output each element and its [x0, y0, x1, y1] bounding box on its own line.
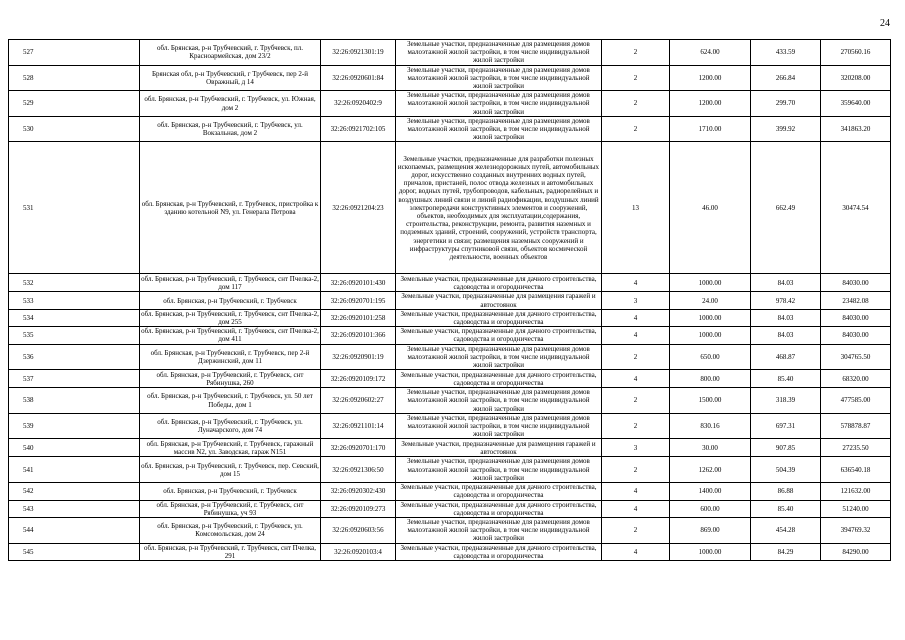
cadastral-number-cell: 32:26:0921204:23	[321, 142, 396, 274]
area-cell: 24.00	[670, 292, 751, 309]
specific-value-cell: 84.03	[751, 327, 821, 344]
cadastral-number-cell: 32:26:0921702:105	[321, 116, 396, 142]
cadastral-number-cell: 32:26:0921301:19	[321, 40, 396, 66]
address-cell: обл. Брянская, р-н Трубчевский, г. Трубчевск, снт Пчелка-2, дом 117	[141, 274, 319, 291]
row-number: 533	[9, 292, 140, 309]
land-use-cell: Земельные участки, предназначенные для размещения домов малоэтажной жилой застройки, в том числе индивидуальной жилой застройки	[396, 344, 602, 370]
group-cell: 4	[602, 500, 670, 517]
row-number: 530	[9, 116, 140, 142]
cadastral-number-cell: 32:26:0920603:56	[321, 517, 396, 543]
address-cell: обл. Брянская, р-н Трубчевский, г. Трубчевск, пер 2-й Дзержинский, дом 11	[140, 344, 321, 370]
specific-value-cell: 697.31	[751, 413, 821, 439]
table-row	[9, 292, 891, 309]
row-number: 529	[9, 91, 140, 117]
address-cell: обл. Брянская, р-н Трубчевский, г. Трубчевск, пл. Красноармейская, дом 23/2	[140, 40, 321, 66]
row-number: 528	[9, 65, 140, 91]
row-number: 545	[9, 543, 140, 560]
row-number: 537	[9, 370, 140, 388]
area-cell: 1200.00	[670, 91, 751, 117]
address-cell: обл. Брянская, р-н Трубчевский, г. Трубчевск, пристройка к зданию котельной N9, ул. Генерала Петрова	[140, 142, 321, 274]
area-cell: 1710.00	[670, 116, 751, 142]
group-cell: 2	[602, 40, 670, 66]
cadastral-value-cell: 27235.50	[821, 439, 891, 457]
cadastral-value-cell: 23482.08	[821, 292, 891, 309]
cadastral-value-cell: 304765.50	[821, 344, 891, 370]
group-cell: 2	[602, 91, 670, 117]
row-number: 535	[9, 327, 140, 344]
address-cell: обл. Брянская, р-н Трубчевский, г. Трубчевск, ул. Вокзальная, дом 2	[140, 116, 321, 142]
group-cell: 4	[602, 370, 670, 388]
cadastral-number-cell: 32:26:0920602:27	[321, 388, 396, 414]
cadastral-number-cell: 32:26:0920701:195	[321, 292, 396, 309]
address-cell: обл. Брянская, р-н Трубчевский, г. Трубчевск	[140, 483, 321, 500]
specific-value-cell: 84.29	[751, 543, 821, 560]
area-cell: 1262.00	[670, 457, 751, 483]
area-cell: 1000.00	[670, 327, 751, 344]
area-cell: 800.00	[670, 370, 751, 388]
table-row	[9, 309, 891, 326]
address-cell: обл. Брянская, р-н Трубчевский, г. Трубчевск, снт Пчелка-2, дом 411	[141, 327, 319, 344]
cadastral-number-cell: 32:26:0920103:4	[321, 543, 396, 560]
table-row	[9, 483, 891, 500]
land-use-cell: Земельные участки, предназначенные для размещения гаражей и автостоянок	[396, 439, 602, 457]
area-cell: 830.16	[670, 413, 751, 439]
land-use-cell: Земельные участки, предназначенные для размещения домов малоэтажной жилой застройки, в том числе индивидуальной жилой застройки	[396, 457, 602, 483]
address-cell: обл. Брянская, р-н Трубчевский, г. Трубчевск, ул. 50 лет Победы, дом 1	[140, 388, 321, 414]
address-cell: обл. Брянская, р-н Трубчевский, г. Трубчевск, ул. Южная, дом 2	[140, 91, 321, 117]
area-cell: 1000.00	[670, 309, 751, 326]
cadastral-value-cell: 359640.00	[821, 91, 891, 117]
address-cell: обл. Брянская, р-н Трубчевский, г. Трубчевск, ул. Комсомольская, дом 24	[140, 517, 321, 543]
area-cell: 600.00	[670, 500, 751, 517]
land-use-cell: Земельные участки, предназначенные для размещения домов малоэтажной жилой застройки, в том числе индивидуальной жилой застройки	[396, 91, 602, 117]
cadastral-value-cell: 341863.20	[821, 116, 891, 142]
cadastral-value-cell: 636540.18	[821, 457, 891, 483]
group-cell: 4	[602, 274, 670, 292]
group-cell: 13	[602, 142, 670, 274]
area-cell: 46.00	[670, 142, 751, 274]
specific-value-cell: 266.84	[751, 65, 821, 91]
table-row	[9, 517, 891, 543]
cadastral-number-cell: 32:26:0920601:84	[321, 65, 396, 91]
specific-value-cell: 85.40	[751, 500, 821, 517]
area-cell: 1200.00	[670, 65, 751, 91]
cadastral-value-cell: 270560.16	[821, 40, 891, 66]
table-row	[9, 388, 891, 414]
specific-value-cell: 399.92	[751, 116, 821, 142]
group-cell: 4	[602, 543, 670, 560]
address-cell: обл. Брянская, р-н Трубчевский, г. Трубчевск, пер. Севский, дом 15	[140, 457, 321, 483]
specific-value-cell: 84.03	[751, 274, 821, 292]
land-use-cell: Земельные участки, предназначенные для разработки полезных ископаемых, размещения железнодорожных путей, автомобильных дорог, искусственно созданных внутренних водных путей, причалов, пристаней, полос отвода железных и автомобильных дорог, водных путей, трубопроводов, кабельных, радиорелейных и воздушных линий связи и линий радиофикации, воздушных линий электропередачи конструктивных элементов и сооружений, объектов, необходимых для эксплуатации,содержания, строительства, реконструкции, ремонта, развития наземных и подземных зданий, строений, сооружений, устройств транспорта, энергетики и связи; размещения наземных сооружений и инфраструктуры спутниковой связи, объектов космической деятельности, военных объектов	[396, 142, 602, 274]
area-cell: 1000.00	[670, 543, 751, 560]
specific-value-cell: 299.70	[751, 91, 821, 117]
row-number: 540	[9, 439, 140, 457]
row-number: 527	[9, 40, 140, 66]
cadastral-value-cell: 578878.87	[821, 413, 891, 439]
land-use-cell: Земельные участки, предназначенные для размещения домов малоэтажной жилой застройки, в том числе индивидуальной жилой застройки	[396, 116, 602, 142]
area-cell: 1400.00	[670, 483, 751, 500]
land-use-cell: Земельные участки, предназначенные для дачного строительства, садоводства и огородничества	[396, 370, 602, 388]
table-row	[9, 142, 891, 274]
cadastral-number-cell: 32:26:0920901:19	[321, 344, 396, 370]
cadastral-number-cell: 32:26:0920101:258	[321, 309, 396, 326]
row-number: 541	[9, 457, 140, 483]
cadastral-number-cell: 32:26:0920402:9	[321, 91, 396, 117]
cadastral-number-cell: 32:26:0920109:172	[321, 370, 396, 388]
table-row	[9, 344, 891, 370]
specific-value-cell: 978.42	[751, 292, 821, 309]
group-cell: 2	[602, 65, 670, 91]
cadastral-value-cell: 84030.00	[821, 327, 891, 344]
land-use-cell: Земельные участки, предназначенные для дачного строительства, садоводства и огородничества	[396, 483, 602, 500]
land-use-cell: Земельные участки, предназначенные для дачного строительства, садоводства и огородничества	[396, 500, 602, 517]
land-use-cell: Земельные участки, предназначенные для дачного строительства, садоводства и огородничества	[396, 309, 602, 326]
row-number: 538	[9, 388, 140, 414]
table-row	[9, 116, 891, 142]
cadastral-number-cell: 32:26:0921306:50	[321, 457, 396, 483]
table-row	[9, 274, 891, 292]
table-row	[9, 439, 891, 457]
group-cell: 2	[602, 413, 670, 439]
specific-value-cell: 84.03	[751, 309, 821, 326]
address-cell: обл. Брянская, р-н Трубчевский, г. Трубчевск, снт Рябинушка, 260	[140, 370, 321, 388]
row-number: 531	[9, 142, 140, 274]
cadastral-value-cell: 394769.32	[821, 517, 891, 543]
area-cell: 1500.00	[670, 388, 751, 414]
specific-value-cell: 504.39	[751, 457, 821, 483]
specific-value-cell: 454.28	[751, 517, 821, 543]
table-row	[9, 91, 891, 117]
cadastral-number-cell: 32:26:0920101:430	[321, 274, 396, 292]
table-row	[9, 500, 891, 517]
cadastral-number-cell: 32:26:0920101:366	[321, 327, 396, 344]
group-cell: 2	[602, 344, 670, 370]
row-number: 536	[9, 344, 140, 370]
table-row	[9, 543, 891, 560]
row-number: 543	[9, 500, 140, 517]
table-row	[9, 327, 891, 344]
group-cell: 2	[602, 517, 670, 543]
cadastral-number-cell: 32:26:0920701:170	[321, 439, 396, 457]
cadastral-value-cell: 477585.00	[821, 388, 891, 414]
table-row	[9, 65, 891, 91]
address-cell: обл. Брянская, р-н Трубчевский, г. Трубчевск, снт Рябинушка, уч 93	[140, 500, 321, 517]
address-cell: обл. Брянская, р-н Трубчевский, г. Трубчевск, гаражный массив N2, ул. Заводская, гараж N151	[140, 439, 321, 457]
specific-value-cell: 433.59	[751, 40, 821, 66]
specific-value-cell: 907.85	[751, 439, 821, 457]
land-use-cell: Земельные участки, предназначенные для размещения гаражей и автостоянок	[396, 292, 602, 309]
table-row	[9, 370, 891, 388]
cadastral-value-cell: 121632.00	[821, 483, 891, 500]
area-cell: 624.00	[670, 40, 751, 66]
group-cell: 2	[602, 388, 670, 414]
cadastral-value-cell: 51240.00	[821, 500, 891, 517]
address-cell: Брянская обл, р-н Трубчевский, г Трубчевск, пер 2-й Овражный, д 14	[140, 65, 321, 91]
table-row	[9, 457, 891, 483]
specific-value-cell: 85.40	[751, 370, 821, 388]
cadastral-number-cell: 32:26:0921101:14	[321, 413, 396, 439]
row-number: 534	[9, 309, 140, 326]
row-number: 532	[9, 274, 140, 292]
land-use-cell: Земельные участки, предназначенные для дачного строительства, садоводства и огородничества	[396, 327, 602, 344]
specific-value-cell: 468.87	[751, 344, 821, 370]
cadastral-value-cell: 320208.00	[821, 65, 891, 91]
group-cell: 4	[602, 327, 670, 344]
row-number: 539	[9, 413, 140, 439]
land-use-cell: Земельные участки, предназначенные для размещения домов малоэтажной жилой застройки, в том числе индивидуальной жилой застройки	[396, 65, 602, 91]
group-cell: 3	[602, 292, 670, 309]
area-cell: 1000.00	[670, 274, 751, 292]
address-cell: обл. Брянская, р-н Трубчевский, г. Трубчевск	[140, 292, 321, 309]
cadastral-value-table	[8, 39, 891, 561]
area-cell: 30.00	[670, 439, 751, 457]
specific-value-cell: 318.39	[751, 388, 821, 414]
group-cell: 2	[602, 457, 670, 483]
cadastral-number-cell: 32:26:0920109:273	[321, 500, 396, 517]
cadastral-number-cell: 32:26:0920302:430	[321, 483, 396, 500]
specific-value-cell: 662.49	[751, 142, 821, 274]
area-cell: 869.00	[670, 517, 751, 543]
land-use-cell: Земельные участки, предназначенные для размещения домов малоэтажной жилой застройки, в том числе индивидуальной жилой застройки	[396, 40, 602, 66]
group-cell: 4	[602, 483, 670, 500]
address-cell: обл. Брянская, р-н Трубчевский, г. Трубчевск, снт Пчелка, 291	[140, 543, 321, 560]
address-cell: обл. Брянская, р-н Трубчевский, г. Трубчевск, ул. Луначарского, дом 74	[140, 413, 321, 439]
area-cell: 650.00	[670, 344, 751, 370]
cadastral-value-cell: 84290.00	[821, 543, 891, 560]
cadastral-value-cell: 84030.00	[821, 309, 891, 326]
group-cell: 2	[602, 116, 670, 142]
specific-value-cell: 86.88	[751, 483, 821, 500]
land-use-cell: Земельные участки, предназначенные для дачного строительства, садоводства и огородничества	[396, 543, 602, 560]
land-use-cell: Земельные участки, предназначенные для дачного строительства, садоводства и огородничества	[396, 274, 602, 292]
page-number: 24	[880, 18, 890, 29]
land-use-cell: Земельные участки, предназначенные для размещения домов малоэтажной жилой застройки, в том числе индивидуальной жилой застройки	[396, 388, 602, 414]
group-cell: 3	[602, 439, 670, 457]
table-row	[9, 40, 891, 66]
cadastral-value-cell: 68320.00	[821, 370, 891, 388]
land-use-cell: Земельные участки, предназначенные для размещения домов малоэтажной жилой застройки, в том числе индивидуальной жилой застройки	[396, 517, 602, 543]
cadastral-value-cell: 84030.00	[821, 274, 891, 292]
address-cell: обл. Брянская, р-н Трубчевский, г. Трубчевск, снт Пчелка-2, дом 255	[141, 309, 319, 327]
land-use-cell: Земельные участки, предназначенные для размещения домов малоэтажной жилой застройки, в том числе индивидуальной жилой застройки	[396, 413, 602, 439]
cadastral-value-cell: 30474.54	[821, 142, 891, 274]
row-number: 544	[9, 517, 140, 543]
table-row	[9, 413, 891, 439]
group-cell: 4	[602, 309, 670, 326]
row-number: 542	[9, 483, 140, 500]
